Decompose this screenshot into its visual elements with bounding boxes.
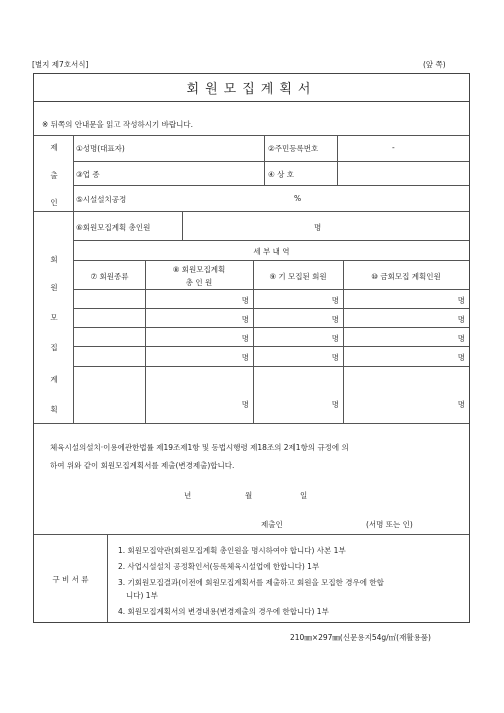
row3-planned: 명 xyxy=(241,334,249,343)
row5-planned: 명 xyxy=(241,400,249,409)
applicant-side-label-1: 제 xyxy=(50,143,58,152)
rule xyxy=(74,346,469,347)
progress-unit: % xyxy=(294,194,302,203)
row2-this-time: 명 xyxy=(457,315,465,324)
plan-side-label-1: 회 xyxy=(50,255,58,264)
col-recruited: ⑨ 기 모집된 회원 xyxy=(269,272,327,281)
form-number: [별지 제7호서식] xyxy=(32,60,89,69)
row4-planned: 명 xyxy=(241,353,249,362)
applicant-side-label-3: 인 xyxy=(50,198,58,207)
statement-line1: 체육시설의설치·이용에관한법률 제19조제1항 및 동법시행령 제18조의 2제1항의 규정에 의 xyxy=(50,443,349,452)
plan-side-label-2: 원 xyxy=(50,283,58,292)
paper-spec: 210㎜×297㎜(신문용지54g/㎡(재활용품) xyxy=(290,633,431,642)
attachment-item-2: 2. 사업시설설치 공정확인서(등록체육시설업에 한합니다) 1부 xyxy=(118,562,320,571)
attachment-item-3: 3. 기회원모집결과(이전에 회원모집계획서를 제출하고 회원을 모집한 경우에 한합 xyxy=(118,578,384,587)
rule xyxy=(74,289,469,290)
rule xyxy=(182,211,183,240)
detail-header: 세 부 내 역 xyxy=(253,247,290,256)
rule xyxy=(107,534,108,622)
row4-recruited: 명 xyxy=(331,353,339,362)
attachment-item-1: 1. 회원모집약관(회원모집계획 총인원을 명시하여야 합니다) 사본 1부 xyxy=(118,546,346,555)
plan-side-label-5: 계 xyxy=(50,375,58,384)
rule xyxy=(34,534,469,535)
row5-recruited: 명 xyxy=(331,400,339,409)
rule xyxy=(74,308,469,309)
date-year: 년 xyxy=(184,491,192,500)
rule xyxy=(34,211,469,212)
rule xyxy=(74,327,469,328)
total-planned-unit: 명 xyxy=(314,223,322,232)
date-day: 일 xyxy=(300,491,308,500)
notice-text: ※ 뒤쪽의 안내문을 읽고 작성하시기 바랍니다. xyxy=(42,120,193,129)
signature-label: (서명 또는 인) xyxy=(366,520,413,529)
row1-this-time: 명 xyxy=(457,296,465,305)
rule xyxy=(34,135,469,136)
rule xyxy=(74,366,469,367)
rule xyxy=(74,260,469,261)
plan-side-label-3: 모 xyxy=(50,313,58,322)
business-type-label: ③업 종 xyxy=(76,170,100,179)
submitter-label: 제출인 xyxy=(261,520,283,529)
reg-no-label: ②주민등록번호 xyxy=(268,144,319,153)
row1-recruited: 명 xyxy=(331,296,339,305)
trade-name-label: ④ 상 호 xyxy=(268,170,294,179)
form-title: 회원모집계획서 xyxy=(34,74,469,102)
rule xyxy=(34,423,469,424)
col-this-time: ⑩ 금회모집 계획인원 xyxy=(371,272,441,281)
name-label: ①성명(대표자) xyxy=(76,144,125,153)
progress-label: ⑤시설설치공정 xyxy=(76,195,127,204)
applicant-side-label-2: 출 xyxy=(50,171,58,180)
row4-this-time: 명 xyxy=(457,353,465,362)
row5-this-time: 명 xyxy=(457,400,465,409)
reg-no-dash: - xyxy=(392,143,395,152)
row1-planned: 명 xyxy=(241,296,249,305)
rule xyxy=(74,161,469,162)
col-planned-line2: 총 인 원 xyxy=(185,278,213,287)
col-planned-line1: ⑧ 회원모집계획 xyxy=(172,265,226,274)
plan-side-label-4: 집 xyxy=(50,343,58,352)
row3-this-time: 명 xyxy=(457,334,465,343)
rule xyxy=(74,240,469,241)
plan-side-label-6: 획 xyxy=(50,405,58,414)
rule xyxy=(337,135,338,185)
attachments-label: 구 비 서 류 xyxy=(52,575,89,584)
rule xyxy=(264,135,265,185)
row2-planned: 명 xyxy=(241,315,249,324)
col-member-type: ⑦ 회원종류 xyxy=(90,272,129,281)
attachment-item-4: 4. 회원모집계획서의 변경내용(변경제출의 경우에 한합니다) 1부 xyxy=(118,607,329,616)
page-side-label: (앞 쪽) xyxy=(423,60,446,69)
statement-line2: 하여 위와 같이 회원모집계획서를 제출(변경제출)합니다. xyxy=(50,461,235,470)
row2-recruited: 명 xyxy=(331,315,339,324)
row3-recruited: 명 xyxy=(331,334,339,343)
rule xyxy=(74,185,469,186)
form-sheet xyxy=(33,73,470,623)
date-month: 월 xyxy=(245,491,253,500)
attachment-item-3-cont: 니다) 1부 xyxy=(126,591,158,600)
total-planned-label: ⑥회원모집계획 총인원 xyxy=(76,223,151,232)
